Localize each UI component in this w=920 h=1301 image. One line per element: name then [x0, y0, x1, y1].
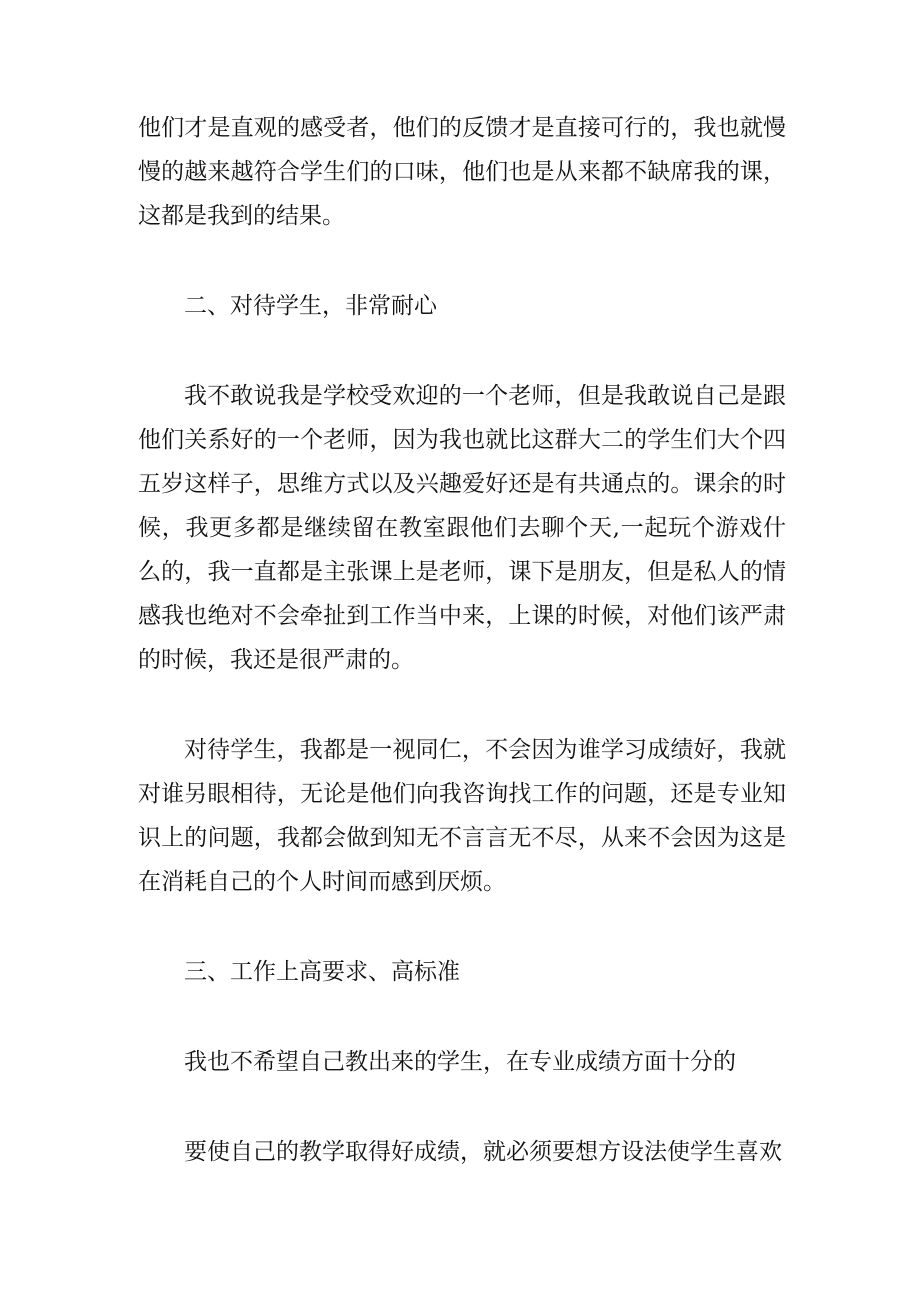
- paragraph: 我不敢说我是学校受欢迎的一个老师，但是我敢说自己是跟他们关系好的一个老师，因为我也就比这群大二的学生们大个四五岁这样子，思维方式以及兴趣爱好还是有共通点的。课余的时候，我更多都是继续留在教室跟他们去聊个天,一起玩个游戏什么的，我一直都是主张课上是老师，课下是朋友，但是私人的情感我也绝对不会牵扯到工作当中来，上课的时候，对他们该严肃的时候，我还是很严肃的。: [138, 383, 786, 673]
- section-heading-2: 二、对待学生，非常耐心: [184, 293, 437, 319]
- section-heading-3: 三、工作上高要求、高标准: [184, 959, 460, 985]
- document-body: [138, 106, 786, 1174]
- paragraph: 要使自己的教学取得好成绩，就必须要想方设法使学生喜欢: [184, 1139, 782, 1165]
- paragraph: 我也不希望自己教出来的学生，在专业成绩方面十分的: [184, 1049, 736, 1075]
- paragraph-continued: 他们才是直观的感受者，他们的反馈才是直接可行的，我也就慢慢的越来越符合学生们的口味，他们也是从来都不缺席我的课，这都是我到的结果。: [138, 115, 786, 229]
- paragraph: 对待学生，我都是一视同仁，不会因为谁学习成绩好，我就对谁另眼相待，无论是他们向我咨询找工作的问题，还是专业知识上的问题，我都会做到知无不言言无不尽，从来不会因为这是在消耗自己的个人时间而感到厌烦。: [138, 737, 786, 895]
